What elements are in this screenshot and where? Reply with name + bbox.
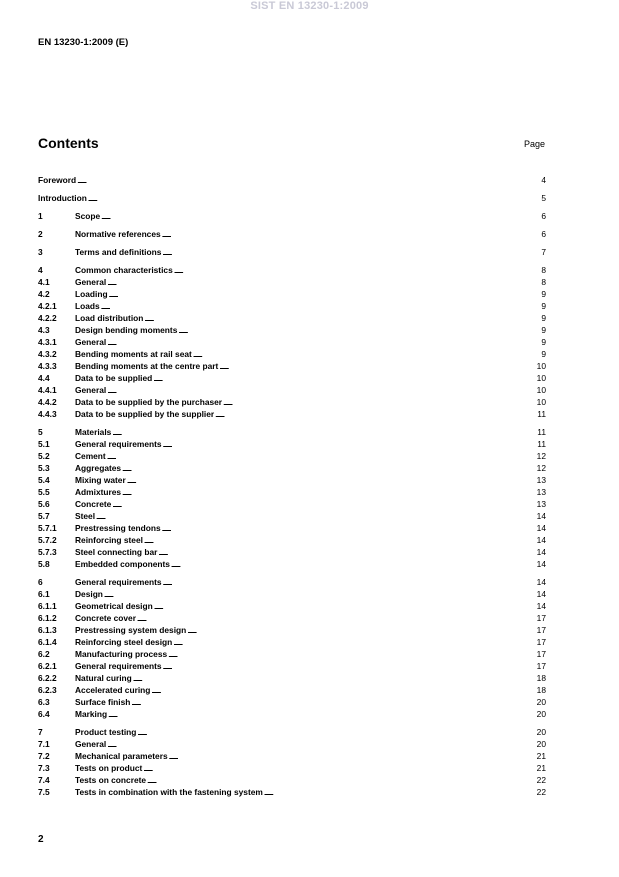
toc-entry-number: 5.2 xyxy=(38,451,50,461)
toc-entry-title: Loads xyxy=(75,301,100,311)
toc-entry-title: Reinforcing steel xyxy=(75,535,143,545)
toc-entry[interactable] xyxy=(38,588,546,600)
toc-entry-page: 12 xyxy=(536,451,546,461)
toc-entry-number: 3 xyxy=(38,247,43,257)
toc-entry-number: 4.4 xyxy=(38,373,50,383)
toc-entry-page: 17 xyxy=(536,625,546,635)
toc-entry-number: 5.7.1 xyxy=(38,523,57,533)
toc-entry-number: 5.5 xyxy=(38,487,50,497)
toc-entry[interactable] xyxy=(38,264,546,276)
toc-entry-number: 7.5 xyxy=(38,787,50,797)
toc-entry-title: Product testing xyxy=(75,727,137,737)
toc-entry-title: Cement xyxy=(75,451,106,461)
dot-leader xyxy=(77,174,540,187)
page-column-header: Page xyxy=(523,139,545,149)
toc-entry-title: Prestressing system design xyxy=(75,625,187,635)
toc-entry-page: 22 xyxy=(536,775,546,785)
toc-entry-page: 13 xyxy=(536,475,546,485)
toc-entry-page: 14 xyxy=(536,523,546,533)
toc-entry[interactable] xyxy=(38,396,546,408)
toc-entry-title: Concrete cover xyxy=(75,613,136,623)
toc-entry-page: 17 xyxy=(536,649,546,659)
toc-entry-number: 5.6 xyxy=(38,499,50,509)
toc-entry-page: 13 xyxy=(536,499,546,509)
toc-entry[interactable] xyxy=(38,450,546,462)
toc-entry[interactable] xyxy=(38,462,546,474)
toc-entry[interactable] xyxy=(38,558,546,570)
toc-entry[interactable] xyxy=(38,228,546,240)
dot-leader xyxy=(101,210,540,223)
toc-entry-page: 21 xyxy=(536,751,546,761)
toc-entry-title: Manufacturing process xyxy=(75,649,168,659)
toc-entry-page: 17 xyxy=(536,661,546,671)
toc-entry-page: 12 xyxy=(536,463,546,473)
toc-entry-number: 5.7.3 xyxy=(38,547,57,557)
toc-entry-number: 5.4 xyxy=(38,475,50,485)
toc-entry-number: 4.1 xyxy=(38,277,50,287)
toc-entry[interactable] xyxy=(38,288,546,300)
toc-entry-title: Foreword xyxy=(38,175,77,185)
toc-entry-page: 4 xyxy=(541,175,546,185)
toc-entry-title: Tests in combination with the fastening system xyxy=(75,787,263,797)
toc-entry-number: 6.1.1 xyxy=(38,601,57,611)
toc-entry-number: 6.4 xyxy=(38,709,50,719)
toc-entry-page: 17 xyxy=(536,613,546,623)
toc-entry-number: 4.3.3 xyxy=(38,361,57,371)
toc-entry[interactable] xyxy=(38,384,546,396)
toc-entry[interactable] xyxy=(38,648,546,660)
toc-entry-number: 4.4.1 xyxy=(38,385,57,395)
toc-entry[interactable] xyxy=(38,336,546,348)
toc-entry-title: General xyxy=(75,739,107,749)
toc-entry-page: 14 xyxy=(536,601,546,611)
toc-entry-number: 4.2.1 xyxy=(38,301,57,311)
toc-entry-title: Natural curing xyxy=(75,673,132,683)
toc-entry-title: Design xyxy=(75,589,103,599)
toc-entry[interactable] xyxy=(38,660,546,672)
toc-entry-number: 5.3 xyxy=(38,463,50,473)
toc-entry[interactable] xyxy=(38,192,546,204)
toc-entry-page: 20 xyxy=(536,709,546,719)
toc-entry-title: Prestressing tendons xyxy=(75,523,161,533)
toc-entry-page: 20 xyxy=(536,739,546,749)
toc-entry-number: 6.2.3 xyxy=(38,685,57,695)
toc-entry[interactable] xyxy=(38,426,546,438)
toc-entry-number: 4.3.2 xyxy=(38,349,57,359)
toc-entry-number: 4.3 xyxy=(38,325,50,335)
toc-entry[interactable] xyxy=(38,174,546,186)
toc-entry-page: 9 xyxy=(541,325,546,335)
toc-entry-page: 20 xyxy=(536,697,546,707)
toc-entry-page: 5 xyxy=(541,193,546,203)
toc-entry-title: Data to be supplied xyxy=(75,373,153,383)
document-id: EN 13230-1:2009 (E) xyxy=(38,37,129,48)
toc-entry-number: 2 xyxy=(38,229,43,239)
toc-entry-page: 10 xyxy=(536,385,546,395)
toc-entry-title: Terms and definitions xyxy=(75,247,162,257)
toc-entry-page: 9 xyxy=(541,289,546,299)
toc-entry-page: 9 xyxy=(541,337,546,347)
toc-entry-number: 6 xyxy=(38,577,43,587)
toc-entry-page: 6 xyxy=(541,229,546,239)
toc-entry-page: 10 xyxy=(536,397,546,407)
dot-leader xyxy=(215,408,536,421)
toc-entry[interactable] xyxy=(38,576,546,588)
toc-entry-number: 6.3 xyxy=(38,697,50,707)
toc-entry[interactable] xyxy=(38,738,546,750)
toc-entry-title: General requirements xyxy=(75,577,162,587)
toc-entry-number: 5.7 xyxy=(38,511,50,521)
toc-entry-title: Load distribution xyxy=(75,313,144,323)
toc-entry-number: 1 xyxy=(38,211,43,221)
toc-entry-title: Reinforcing steel design xyxy=(75,637,173,647)
toc-entry[interactable] xyxy=(38,300,546,312)
toc-entry-number: 7.1 xyxy=(38,739,50,749)
toc-entry[interactable] xyxy=(38,534,546,546)
toc-entry[interactable] xyxy=(38,726,546,738)
toc-entry[interactable] xyxy=(38,696,546,708)
dot-leader xyxy=(264,786,536,799)
toc-entry-page: 20 xyxy=(536,727,546,737)
toc-entry-title: General requirements xyxy=(75,439,162,449)
toc-entry-number: 6.1 xyxy=(38,589,50,599)
toc-entry-title: Tests on concrete xyxy=(75,775,147,785)
toc-entry-title: Introduction xyxy=(38,193,87,203)
toc-entry-title: Bending moments at rail seat xyxy=(75,349,192,359)
toc-entry-title: Materials xyxy=(75,427,112,437)
toc-entry[interactable] xyxy=(38,522,546,534)
toc-entry-page: 13 xyxy=(536,487,546,497)
toc-entry[interactable] xyxy=(38,762,546,774)
toc-entry-page: 11 xyxy=(537,427,546,437)
toc-entry-title: Surface finish xyxy=(75,697,131,707)
toc-entry-title: General xyxy=(75,385,107,395)
toc-entry[interactable] xyxy=(38,600,546,612)
toc-entry-page: 14 xyxy=(536,547,546,557)
toc-entry[interactable] xyxy=(38,348,546,360)
toc-entry-title: General xyxy=(75,277,107,287)
toc-entry-title: Steel xyxy=(75,511,96,521)
toc-entry-number: 6.1.2 xyxy=(38,613,57,623)
toc-entry-title: Mixing water xyxy=(75,475,126,485)
toc-entry-number: 7.3 xyxy=(38,763,50,773)
toc-entry-number: 6.2 xyxy=(38,649,50,659)
toc-entry-page: 14 xyxy=(536,577,546,587)
watermark: SIST EN 13230-1:2009 xyxy=(250,0,369,12)
toc-entry-number: 5.8 xyxy=(38,559,50,569)
toc-entry-number: 4.4.3 xyxy=(38,409,57,419)
dot-leader xyxy=(162,228,541,241)
toc-entry[interactable] xyxy=(38,636,546,648)
toc-entry-page: 14 xyxy=(536,589,546,599)
toc-entry[interactable] xyxy=(38,684,546,696)
toc-entry-number: 7.4 xyxy=(38,775,50,785)
toc-entry[interactable] xyxy=(38,438,546,450)
toc-entry-page: 18 xyxy=(536,685,546,695)
toc-entry-number: 4.4.2 xyxy=(38,397,57,407)
toc-entry[interactable] xyxy=(38,474,546,486)
toc-entry[interactable] xyxy=(38,708,546,720)
toc-entry-number: 7.2 xyxy=(38,751,50,761)
toc-entry-title: Geometrical design xyxy=(75,601,153,611)
toc-entry-number: 6.2.1 xyxy=(38,661,57,671)
toc-entry-title: Data to be supplied by the purchaser xyxy=(75,397,223,407)
toc-entry[interactable] xyxy=(38,372,546,384)
toc-entry[interactable] xyxy=(38,486,546,498)
toc-entry[interactable] xyxy=(38,324,546,336)
toc-entry-page: 11 xyxy=(537,409,546,419)
toc-entry-page: 9 xyxy=(541,349,546,359)
toc-entry-title: Mechanical parameters xyxy=(75,751,168,761)
toc-entry-page: 18 xyxy=(536,673,546,683)
toc-entry-number: 4.3.1 xyxy=(38,337,57,347)
toc-entry-number: 4 xyxy=(38,265,43,275)
toc-entry-title: Design bending moments xyxy=(75,325,178,335)
toc-entry-number: 7 xyxy=(38,727,43,737)
toc-entry-page: 7 xyxy=(541,247,546,257)
toc-entry-page: 11 xyxy=(537,439,546,449)
toc-entry-title: Scope xyxy=(75,211,101,221)
toc-entry-title: Loading xyxy=(75,289,108,299)
toc-entry-title: Tests on product xyxy=(75,763,143,773)
toc-entry[interactable] xyxy=(38,276,546,288)
toc-entry-title: Embedded components xyxy=(75,559,170,569)
toc-entry-number: 6.1.4 xyxy=(38,637,57,647)
toc-entry-number: 6.1.3 xyxy=(38,625,57,635)
toc-entry-page: 6 xyxy=(541,211,546,221)
toc-entry[interactable] xyxy=(38,360,546,372)
toc-entry-page: 10 xyxy=(536,373,546,383)
toc-entry-title: Normative references xyxy=(75,229,161,239)
dot-leader xyxy=(171,558,536,571)
toc-entry[interactable] xyxy=(38,246,546,258)
toc-entry-page: 14 xyxy=(536,535,546,545)
toc-entry[interactable] xyxy=(38,750,546,762)
toc-entry-page: 22 xyxy=(536,787,546,797)
toc-entry[interactable] xyxy=(38,210,546,222)
toc-entry-title: Marking xyxy=(75,709,108,719)
toc-entry[interactable] xyxy=(38,546,546,558)
toc-entry[interactable] xyxy=(38,312,546,324)
toc-entry-title: Admixtures xyxy=(75,487,122,497)
toc-entry-title: Steel connecting bar xyxy=(75,547,158,557)
toc-entry-number: 5.1 xyxy=(38,439,50,449)
toc-entry-page: 9 xyxy=(541,301,546,311)
toc-entry-title: Common characteristics xyxy=(75,265,173,275)
toc-entry-page: 17 xyxy=(536,637,546,647)
toc-entry-number: 5.7.2 xyxy=(38,535,57,545)
toc-entry[interactable] xyxy=(38,786,546,798)
toc-entry[interactable] xyxy=(38,498,546,510)
toc-entry-number: 5 xyxy=(38,427,43,437)
toc-entry-page: 8 xyxy=(541,277,546,287)
toc-entry-page: 8 xyxy=(541,265,546,275)
table-of-contents xyxy=(38,174,546,798)
toc-entry[interactable] xyxy=(38,672,546,684)
toc-entry-title: Accelerated curing xyxy=(75,685,151,695)
toc-entry[interactable] xyxy=(38,510,546,522)
toc-entry-page: 10 xyxy=(536,361,546,371)
toc-entry-title: General xyxy=(75,337,107,347)
toc-entry-title: Aggregates xyxy=(75,463,122,473)
toc-entry-title: General requirements xyxy=(75,661,162,671)
toc-entry-title: Concrete xyxy=(75,499,112,509)
toc-entry[interactable] xyxy=(38,774,546,786)
toc-entry-page: 14 xyxy=(536,559,546,569)
toc-entry-title: Data to be supplied by the supplier xyxy=(75,409,215,419)
toc-entry[interactable] xyxy=(38,408,546,420)
dot-leader xyxy=(162,246,540,259)
toc-entry-page: 21 xyxy=(536,763,546,773)
toc-entry-page: 14 xyxy=(536,511,546,521)
toc-entry[interactable] xyxy=(38,612,546,624)
toc-entry-number: 4.2.2 xyxy=(38,313,57,323)
toc-entry-number: 6.2.2 xyxy=(38,673,57,683)
toc-entry[interactable] xyxy=(38,624,546,636)
toc-entry-number: 4.2 xyxy=(38,289,50,299)
dot-leader xyxy=(88,192,540,205)
toc-entry-page: 9 xyxy=(541,313,546,323)
page-number: 2 xyxy=(38,834,44,845)
toc-entry-title: Bending moments at the centre part xyxy=(75,361,219,371)
page-title: Contents xyxy=(38,135,99,151)
dot-leader xyxy=(108,708,536,721)
